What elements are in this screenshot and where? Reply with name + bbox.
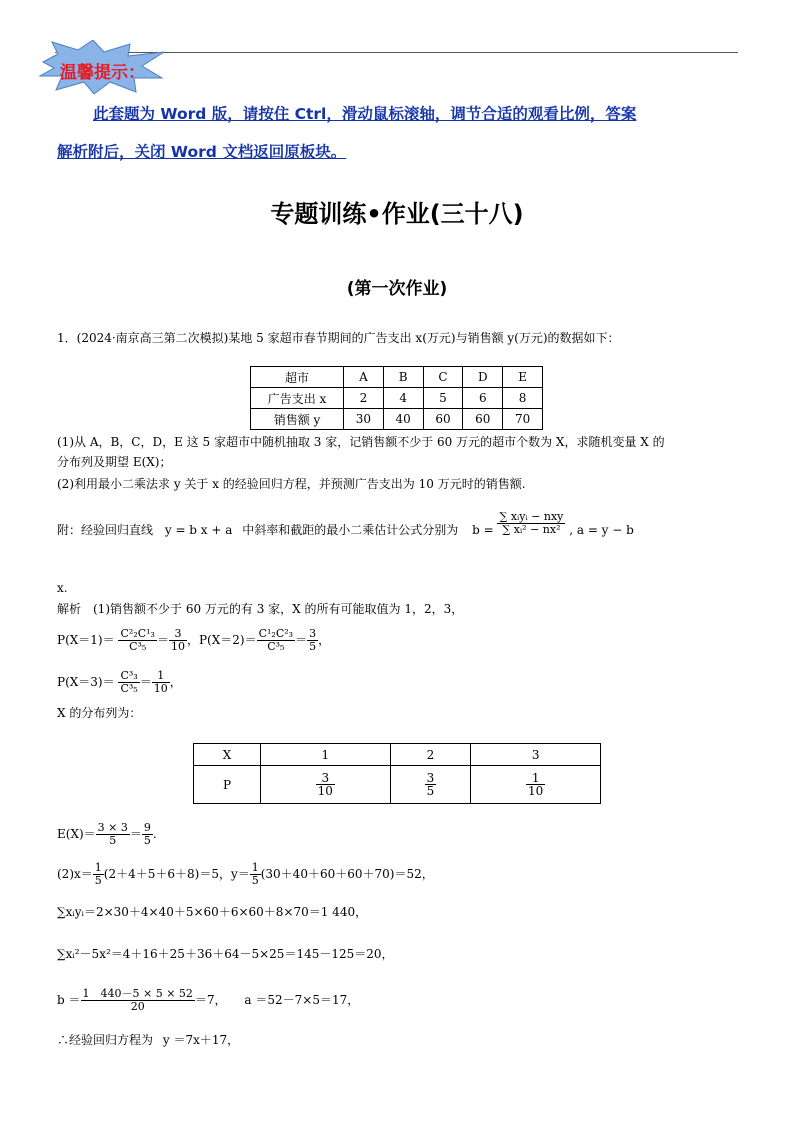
y-mean-rest: (30＋40＋60＋60＋70)＝52， (260, 867, 434, 881)
tip-line-1: 此套题为 Word 版，请按住 Ctrl，滑动鼠标滚轴，调节合适的观看比例，答案 (93, 105, 637, 123)
table-cell: C (423, 367, 463, 388)
page-subtitle: (第一次作业) (346, 279, 448, 299)
px1-fraction: $\frac{\text{C²₂C¹₃}}{\text{C³₅}}$ (120, 627, 155, 653)
table-cell: 4 (383, 388, 423, 409)
table-cell: 销售额 y (251, 409, 344, 430)
expectation: E(X)＝ $\frac{3 \times 3}{5}$ ＝ $\frac{9}{5}$ . (57, 821, 157, 847)
ex-fraction: $\frac{3 \times 3}{5}$ (97, 821, 128, 847)
distribution-label: X 的分布列为： (57, 706, 142, 720)
part-1-line-a: (1)从 A，B，C，D，E 这 5 家超市中随机抽取 3 家，记销售额不少于 60 万元的超市个数为 X，求随机变量 X 的 (57, 435, 665, 449)
table-cell: $\frac{1}{10}$ (471, 766, 601, 804)
tip-line-2: 解析附后，关闭 Word 文档返回原板块。 (57, 143, 347, 161)
means (57, 862, 434, 887)
x-mean-label: (2)x＝ (57, 867, 93, 881)
sum-x-squared: ∑xᵢ²－5x²＝4＋16＋25＋36＋64－5×25＝145－125＝20， (57, 947, 394, 961)
part-1-line-b: 分布列及期望 E(X)； (57, 455, 172, 469)
px2-result: $\frac{3}{5}$ (309, 627, 317, 653)
px1-label: P(X＝1)＝ (57, 633, 115, 647)
table-row (194, 744, 601, 766)
table-cell: E (503, 367, 543, 388)
b-hat-fraction: $\frac{1 440-5 \times 5 \times 52}{20}$ (82, 987, 193, 1013)
table-cell: 5 (423, 388, 463, 409)
probability-x1-x2: P(X＝1)＝ $\frac{\text{C²₂C¹₃}}{\text{C³₅}}$ ＝ $\frac{3}{10}$ ，P(X＝2)＝ $\frac{\text{C¹₂C²₃}}{\text{C³₅}}$ ＝ $\frac{3}{5}$ ， (57, 627, 331, 653)
regression-line: y = b x + a (164, 523, 233, 537)
table-cell: B (383, 367, 423, 388)
px3-fraction: $\frac{\text{C³₃}}{\text{C³₅}}$ (120, 669, 138, 695)
ex-label: E(X)＝ (57, 827, 96, 841)
table-cell: $\frac{3}{5}$ (390, 766, 471, 804)
px3-label: P(X＝3)＝ (57, 675, 115, 689)
sum-xy: ∑xᵢyᵢ＝2×30＋4×40＋5×60＋6×60＋8×70＝1 440， (57, 905, 368, 919)
table-cell: 60 (463, 409, 503, 430)
data-table (250, 366, 543, 430)
table-cell: 1 (261, 744, 391, 766)
solution-intro: 解析 (1)销售额不少于 60 万元的有 3 家，X 的所有可能取值为 1，2，3， (57, 602, 464, 616)
b-hat-calc (57, 988, 359, 1013)
px2-fraction: $\frac{\text{C¹₂C²₃}}{\text{C³₅}}$ (258, 627, 294, 653)
px1-result: $\frac{3}{10}$ (170, 627, 185, 653)
px3-result: $\frac{1}{10}$ (153, 669, 168, 695)
table-cell: 40 (383, 409, 423, 430)
tip-title: 温馨提示： (60, 63, 145, 83)
table-cell: 70 (503, 409, 543, 430)
one-fifth: $\frac{1}{5}$ (94, 861, 102, 887)
table-cell: 2 (390, 744, 471, 766)
x-mean-rest: (2＋4＋5＋6＋8)＝5，y＝ (103, 867, 250, 881)
final-label: ∴经验回归方程为 (57, 1033, 154, 1047)
ex-result: $\frac{9}{5}$ (143, 821, 151, 847)
table-cell: 3 (471, 744, 601, 766)
table-row (251, 367, 543, 388)
table-cell: 2 (344, 388, 384, 409)
appendix-text: 中斜率和截距的最小二乘估计公式分别为 (242, 523, 459, 537)
distribution-table (193, 743, 601, 804)
table-row (251, 388, 543, 409)
appendix-formula (57, 510, 634, 538)
b-hat-result: ＝7， (194, 993, 227, 1007)
b-formula-fraction: $\frac{\text{∑ xᵢyᵢ − nxy}}{\text{∑ xᵢ² − nx²}}$ (499, 510, 564, 536)
page-title: 专题训练•作业(三十八) (270, 200, 524, 228)
table-row (194, 766, 601, 804)
table-cell: 60 (423, 409, 463, 430)
a-hat: , a = y − b (569, 523, 634, 537)
table-cell: $\frac{3}{10}$ (261, 766, 391, 804)
one-fifth-2: $\frac{1}{5}$ (251, 861, 259, 887)
table-cell: A (344, 367, 384, 388)
a-hat-calc: a ＝52－7×5＝17， (244, 993, 360, 1007)
b-hat: b = (472, 523, 494, 537)
table-cell: 超市 (251, 367, 344, 388)
part-2: (2)利用最小二乘法求 y 关于 x 的经验回归方程，并预测广告支出为 10 万元时的销售额. (57, 477, 526, 491)
table-cell: X (194, 744, 261, 766)
table-cell: 30 (344, 409, 384, 430)
table-cell: 8 (503, 388, 543, 409)
final-equation (57, 1032, 239, 1048)
probability-x3: P(X＝3)＝ $\frac{\text{C³₃}}{\text{C³₅}}$ ＝ $\frac{1}{10}$ ， (57, 669, 182, 695)
table-cell: D (463, 367, 503, 388)
question-1: 1．(2024·南京高三第二次模拟)某地 5 家超市春节期间的广告支出 x(万元)与销售额 y(万元)的数据如下： (57, 331, 620, 345)
table-row (251, 409, 543, 430)
table-cell: 6 (463, 388, 503, 409)
table-cell: P (194, 766, 261, 804)
px2-label: ，P(X＝2)＝ (186, 633, 257, 647)
final-formula: y ＝7x＋17， (162, 1033, 240, 1047)
table-cell: 广告支出 x (251, 388, 344, 409)
appendix-x: x. (57, 581, 68, 595)
appendix-label: 附：经验回归直线 (57, 523, 154, 537)
b-hat-label: b ＝ (57, 993, 81, 1007)
